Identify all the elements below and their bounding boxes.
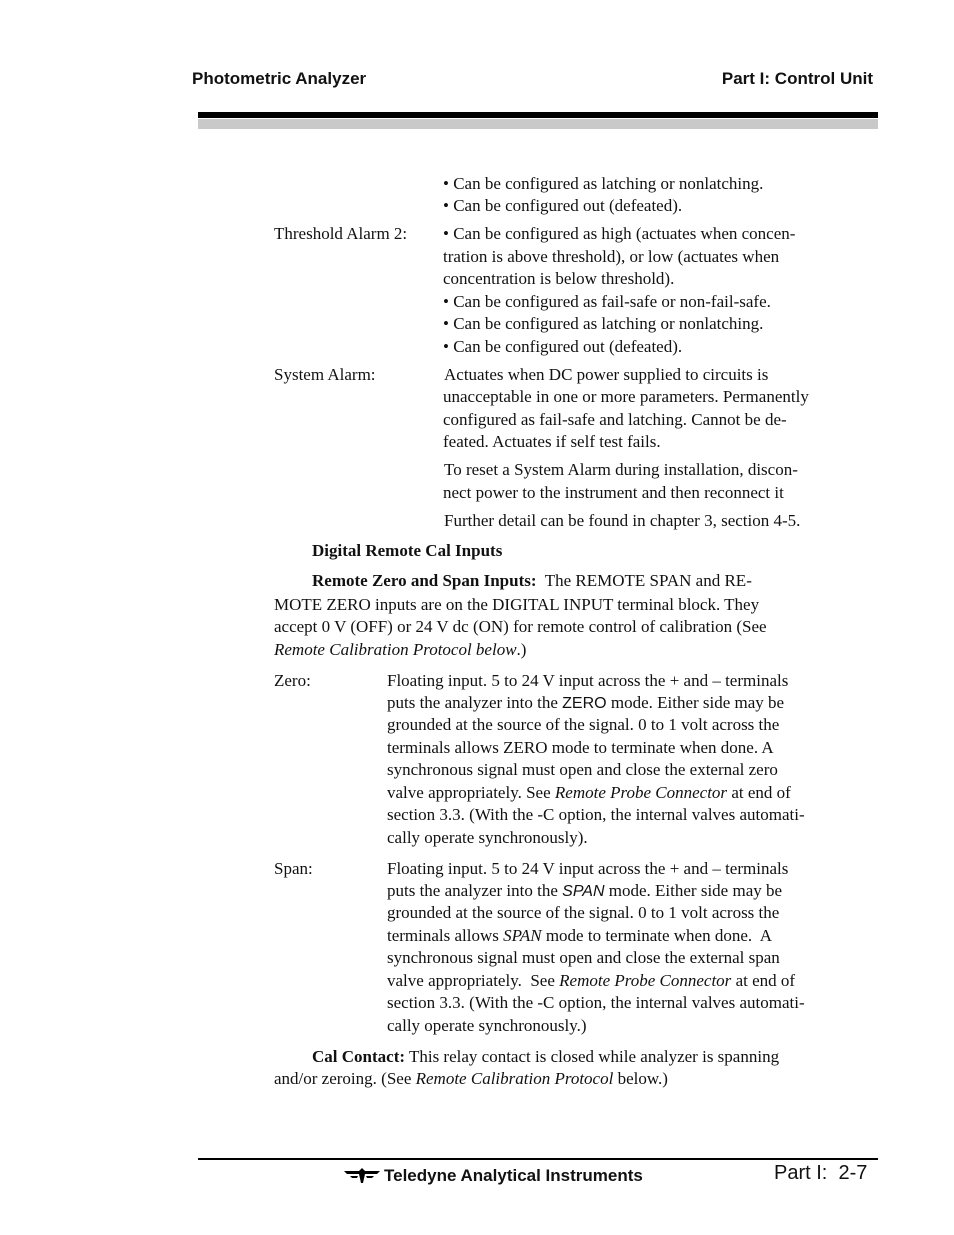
span-line <box>387 880 782 904</box>
footer-company: Teledyne Analytical Instruments <box>384 1166 643 1185</box>
italic-mode: SPAN <box>503 926 542 945</box>
span-label: Span: <box>274 859 313 878</box>
threshold-alarm-2-label: Threshold Alarm 2: <box>274 224 408 243</box>
teledyne-logo-icon <box>344 1168 380 1184</box>
system-alarm-reset-line: To reset a System Alarm during installation, discon- <box>444 460 798 479</box>
italic-reference: Remote Calibration Protocol <box>415 1069 614 1088</box>
system-alarm-reset-line: nect power to the instrument and then reconnect it <box>443 483 784 502</box>
footer-rule <box>198 1158 878 1160</box>
page-number: Part I: 2-7 <box>774 1162 868 1184</box>
cal-contact-line <box>312 1046 779 1069</box>
text-run: mode to terminate when done. A <box>541 926 772 945</box>
italic-reference: Remote Calibration Protocol below <box>274 640 517 659</box>
text-run: terminals allows <box>387 926 504 945</box>
system-alarm-line: unacceptable in one or more parameters. Permanently <box>443 387 809 406</box>
alarm1-bullet: • Can be configured as latching or nonlatching. <box>443 174 764 193</box>
text-run: at end of <box>727 783 791 802</box>
zero-line: Floating input. 5 to 24 V input across the + and – terminals <box>387 671 789 690</box>
section-heading: Digital Remote Cal Inputs <box>312 541 503 560</box>
remote-inputs-line: accept 0 V (OFF) or 24 V dc (ON) for remote control of calibration (See <box>274 617 767 636</box>
span-line <box>387 925 772 948</box>
threshold2-line: • Can be configured as fail-safe or non-fail-safe. <box>443 292 771 311</box>
text-run: mode. Either side may be <box>606 693 785 712</box>
text-run: and/or zeroing. (See <box>274 1069 416 1088</box>
paragraph-lead: Remote Zero and Span Inputs: <box>312 571 537 590</box>
zero-line: synchronous signal must open and close the external zero <box>387 760 778 779</box>
cal-contact-line <box>274 1068 668 1091</box>
header-rule <box>198 112 878 118</box>
span-line: Floating input. 5 to 24 V input across the + and – terminals <box>387 859 789 878</box>
zero-label: Zero: <box>274 671 311 690</box>
system-alarm-line: configured as fail-safe and latching. Cannot be de- <box>443 410 787 429</box>
remote-inputs-line <box>274 639 526 662</box>
system-alarm-line: Actuates when DC power supplied to circuits is <box>444 365 769 384</box>
running-header-title: Photometric Analyzer <box>192 69 367 88</box>
remote-inputs-line <box>312 570 752 593</box>
text-run: mode. Either side may be <box>604 881 783 900</box>
system-alarm-detail: Further detail can be found in chapter 3, section 4-5. <box>444 511 801 530</box>
text-run: The REMOTE SPAN and RE- <box>536 571 752 590</box>
system-alarm-line: feated. Actuates if self test fails. <box>443 432 661 451</box>
span-line <box>387 970 795 993</box>
running-header-section: Part I: Control Unit <box>721 69 873 88</box>
zero-line: terminals allows ZERO mode to terminate when done. A <box>387 738 774 757</box>
span-line: grounded at the source of the signal. 0 to 1 volt across the <box>387 903 780 922</box>
threshold2-line: tration is above threshold), or low (actuates when <box>443 247 780 266</box>
mode-name: ZERO <box>562 695 607 712</box>
zero-line <box>387 692 784 716</box>
italic-reference: Remote Probe Connector <box>559 971 732 990</box>
text-run: puts the analyzer into the <box>387 881 563 900</box>
text-run: .) <box>516 640 527 659</box>
threshold2-line: • Can be configured as high (actuates when concen- <box>443 224 796 243</box>
threshold2-line: • Can be configured as latching or nonlatching. <box>443 314 764 333</box>
mode-name: SPAN <box>562 883 605 900</box>
system-alarm-label: System Alarm: <box>274 365 376 384</box>
span-line: section 3.3. (With the -C option, the internal valves automati- <box>387 993 805 1012</box>
text-run: at end of <box>731 971 796 990</box>
span-line: synchronous signal must open and close the external span <box>387 948 780 967</box>
text-run: valve appropriately. See <box>387 783 555 802</box>
paragraph-lead: Cal Contact: <box>312 1047 406 1066</box>
text-run: below.) <box>613 1069 668 1088</box>
zero-line: grounded at the source of the signal. 0 to 1 volt across the <box>387 715 780 734</box>
zero-line: cally operate synchronously). <box>387 828 588 847</box>
threshold2-line: • Can be configured out (defeated). <box>443 337 683 356</box>
alarm1-bullet: • Can be configured out (defeated). <box>443 196 683 215</box>
text-run: puts the analyzer into the <box>387 693 563 712</box>
threshold2-line: concentration is below threshold). <box>443 269 675 288</box>
zero-line: section 3.3. (With the -C option, the internal valves automati- <box>387 805 805 824</box>
text-run: valve appropriately. See <box>387 971 560 990</box>
header-rule-shadow <box>198 119 878 129</box>
italic-reference: Remote Probe Connector <box>554 783 728 802</box>
remote-inputs-line: MOTE ZERO inputs are on the DIGITAL INPUT terminal block. They <box>274 595 760 614</box>
text-run: This relay contact is closed while analyzer is spanning <box>405 1047 780 1066</box>
span-line: cally operate synchronously.) <box>387 1016 587 1035</box>
zero-line <box>387 782 791 805</box>
